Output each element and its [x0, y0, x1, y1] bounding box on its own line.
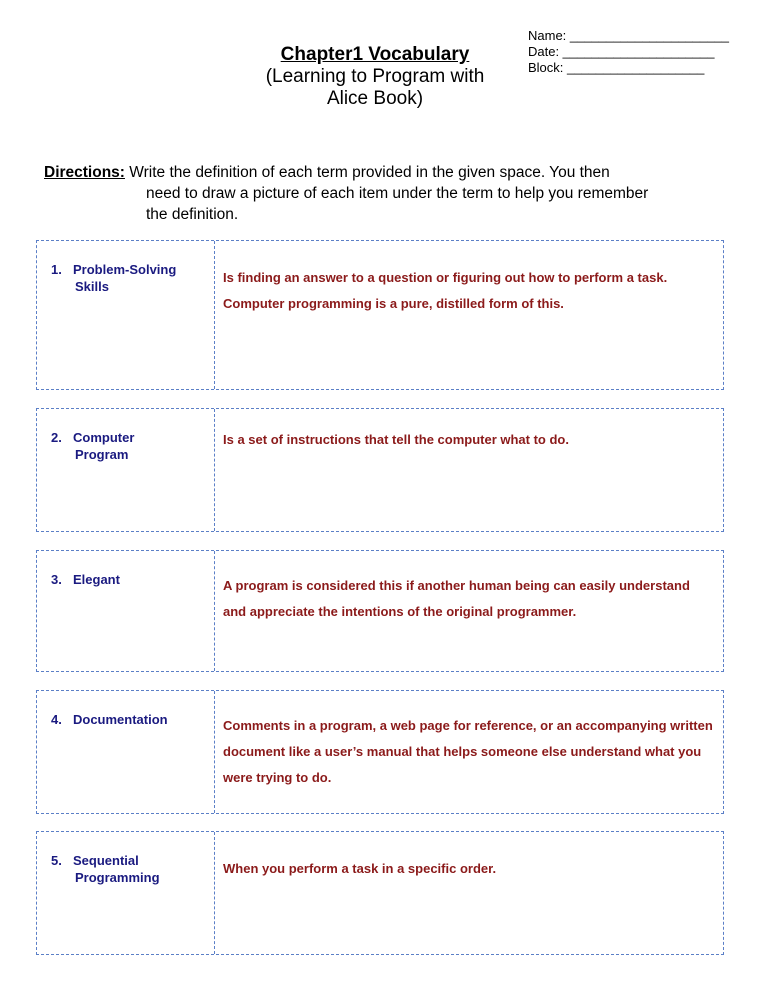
name-line: Name: ______________________ [528, 28, 729, 43]
directions-label: Directions: [44, 164, 125, 181]
term-number: 5. [51, 853, 62, 868]
directions [44, 162, 734, 225]
title-block [230, 44, 520, 110]
term-5 [51, 852, 211, 886]
row-divider [214, 241, 215, 389]
term-label: Elegant [73, 572, 120, 587]
term-2 [51, 429, 211, 463]
vocab-row-1 [36, 240, 724, 390]
term-3 [51, 571, 211, 588]
definition-1: Is finding an answer to a question or figuring out how to perform a task. Computer programming is a pure, distilled form of this. [223, 270, 668, 311]
term-number: 4. [51, 712, 62, 727]
row-divider [214, 409, 215, 531]
definition-3: A program is considered this if another human being can easily understand and appreciate the intentions of the original programmer. [223, 578, 690, 619]
page-subtitle-line2: Alice Book) [326, 88, 424, 109]
student-info [528, 28, 729, 76]
term-number: 1. [51, 262, 62, 277]
row-divider [214, 691, 215, 813]
page-title: Chapter1 Vocabulary [280, 44, 470, 65]
term-label-cont: Programming [75, 870, 160, 885]
vocab-row-2 [36, 408, 724, 532]
directions-line3: the definition. [146, 206, 239, 223]
vocab-row-5 [36, 831, 724, 955]
term-label: Sequential [73, 853, 139, 868]
definition-2: Is a set of instructions that tell the computer what to do. [223, 432, 569, 447]
term-label-cont: Skills [75, 279, 109, 294]
term-label: Documentation [73, 712, 168, 727]
vocab-row-4 [36, 690, 724, 814]
definition-5: When you perform a task in a specific order. [223, 861, 497, 876]
term-label: Computer [73, 430, 135, 445]
directions-line2: need to draw a picture of each item under the term to help you remember [146, 185, 649, 202]
term-number: 2. [51, 430, 62, 445]
definition-4: Comments in a program, a web page for reference, or an accompanying written document like a user’s manual that helps someone else understand what you were trying to do. [223, 718, 713, 785]
block-line: Block: ___________________ [528, 60, 705, 75]
date-line: Date: _____________________ [528, 44, 715, 59]
page-subtitle-line1: (Learning to Program with [265, 66, 485, 87]
row-divider [214, 551, 215, 671]
term-label: Problem-Solving [73, 262, 177, 277]
directions-line1: Write the definition of each term provided in the given space. You then [124, 164, 610, 181]
term-4 [51, 711, 211, 728]
term-number: 3. [51, 572, 62, 587]
term-label-cont: Program [75, 447, 129, 462]
vocab-row-3 [36, 550, 724, 672]
row-divider [214, 832, 215, 954]
term-1 [51, 261, 211, 295]
